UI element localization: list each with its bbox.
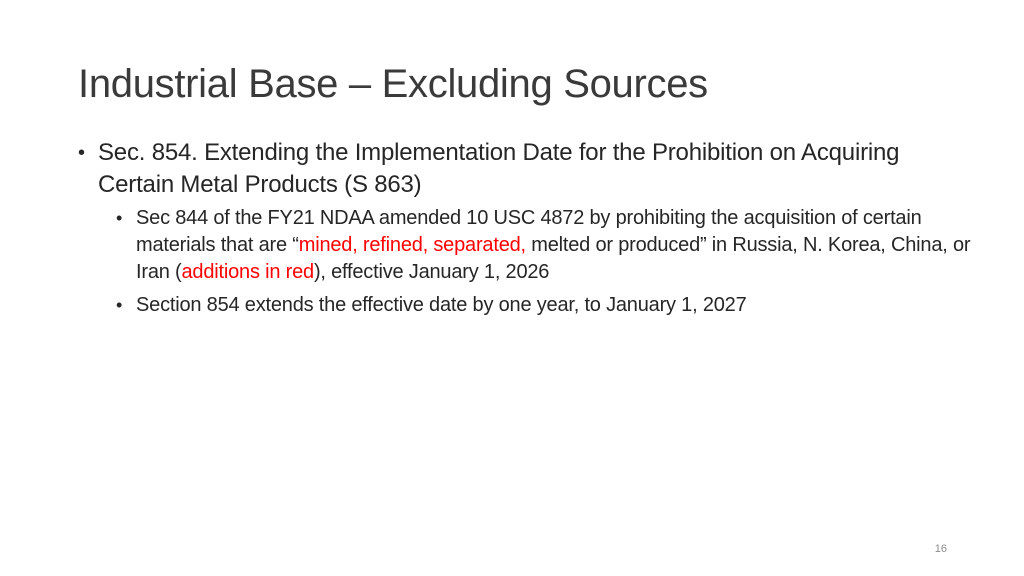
text-segment: melted or produced” in Russia, N. Korea, China, or Iran (	[136, 234, 971, 283]
text-segment: ), effective January 1, 2026	[313, 261, 550, 283]
page-number: 16	[934, 543, 947, 555]
slide-title: Industrial Base – Excluding Sources	[78, 62, 708, 106]
main-bullet-text: Sec. 854. Extending the Implementation Date for the Prohibition on Acquiring Certain Metal Products (S 863)	[98, 139, 900, 198]
sub-bullet-list	[116, 205, 996, 325]
red-highlight-text: additions in red	[181, 261, 314, 283]
bullet-marker: •	[116, 208, 123, 228]
red-highlight-text: mined, refined, separated,	[298, 234, 526, 256]
sub-bullet-text: Section 854 extends the effective date by one year, to January 1, 2027	[136, 294, 747, 316]
bullet-marker: •	[116, 295, 123, 315]
sub-bullet-sec-844	[116, 205, 996, 286]
sub-bullet-text	[136, 205, 996, 286]
sub-bullet-sec-854	[116, 292, 996, 319]
bullet-marker: •	[78, 142, 86, 164]
main-bullet	[78, 137, 948, 201]
text-segment: Sec 844 of the FY21 NDAA amended 10 USC 4872 by prohibiting the acquisition of certain materials that are “	[136, 207, 922, 256]
